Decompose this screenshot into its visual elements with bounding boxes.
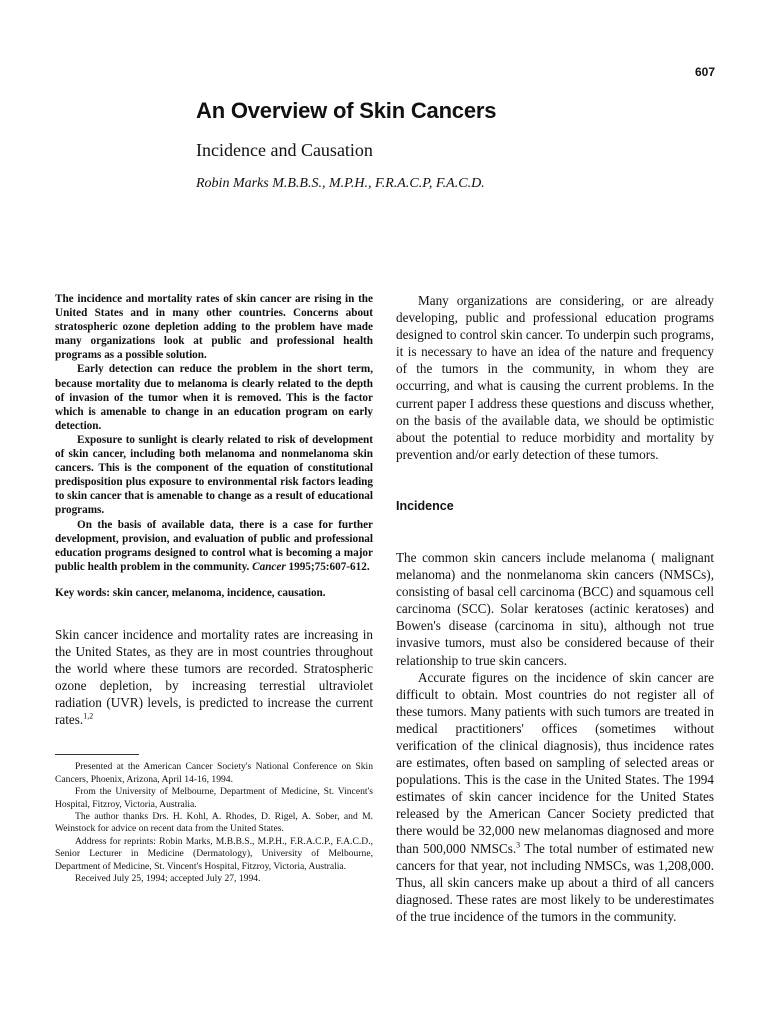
- body-text: Accurate figures on the incidence of skin cancer are difficult to obtain. Most countries do not register all of these tumors. Many patients with such tumors are treated in medical practitioners' offices (sometimes without verification of the clinical diagnosis), thus incidence rates are estimates, often based on sampling of selected areas or populations. This is the case in the United States. The 1994 estimates of skin cancer incidence for the United States released by the American Cancer Society predicted that there would be 32,000 new melanomas diagnosed and more than 500,000 NMSCs.: [396, 669, 714, 856]
- intro-ref: 1,2: [83, 711, 94, 721]
- intro-paragraph: [55, 626, 373, 729]
- abstract-paragraph: [55, 518, 373, 574]
- abstract-paragraph: Early detection can reduce the problem in the short term, because mortality due to melanoma is clearly related to the depth of invasion of the tumor when it is removed. This is the factor which is amenable to change in an education program on early detection.: [55, 363, 373, 432]
- body-paragraph: Many organizations are considering, or are already developing, public and professional education programs designed to control skin cancer. To underpin such programs, it is necessary to have an idea of the nature and frequency of the tumors in the community, in whom they are occurring, and what is causing the current problems. In the current paper I address these questions and discuss whether, on the basis of the available data, we should be optimistic about the potential to reduce morbidity and mortality by prevention and/or early detection of these tumors.: [396, 293, 714, 462]
- page-number: 607: [694, 65, 715, 79]
- body-paragraph: The common skin cancers include melanoma ( malignant melanoma) and the nonmelanoma skin cancers (NMSCs), consisting of basal cell carcinoma (BCC) and squamous cell carcinoma (SCC). Solar keratoses (actinic keratoses) and Bowen's disease (carcinoma in situ), although not true invasive tumors, must also be considered because of their relationship to true skin cancers.: [396, 549, 714, 668]
- abstract: [55, 292, 373, 574]
- abstract-paragraph: Exposure to sunlight is clearly related to risk of development of skin cancer, including both melanoma and nonmelanoma skin cancers. This is the component of the equation of constitutional predisposition plus exposure to environmental risk factors leading to skin cancer that is amenable to change as a result of educational programs.: [55, 433, 373, 517]
- abstract-text: On the basis of available data, there is a case for further development, provision, and evaluation of public and professional education programs designed to control what is becoming a major public health problem in the community.: [55, 518, 373, 573]
- keywords: Key words: skin cancer, melanoma, incidence, causation.: [55, 586, 326, 599]
- footnote: Received July 25, 1994; accepted July 27, 1994.: [75, 873, 261, 885]
- footnote-divider: [55, 754, 139, 755]
- footnote: From the University of Melbourne, Department of Medicine, St. Vincent's Hospital, Fitzroy, Victoria, Australia.: [55, 786, 373, 810]
- intro-body: Skin cancer incidence and mortality rates are increasing in the United States, as they are in most countries throughout the world where these tumors are recorded. Stratospheric ozone depletion, by increasing terrestial ultraviolet radiation (UVR) levels, is predicted to increase the current rates.: [55, 626, 373, 728]
- footnote: Address for reprints: Robin Marks, M.B.B.S., M.P.H., F.R.A.C.P., F.A.C.D., Senior Lecturer in Medicine (Dermatology), University of Melbourne, Department of Medicine, St. Vincent's Hospital, Fitzroy, Victoria, Australia.: [55, 835, 373, 872]
- footnote: Presented at the American Cancer Society's National Conference on Skin Cancers, Phoenix, Arizona, April 14-16, 1994.: [55, 761, 373, 785]
- left-column: [55, 292, 373, 886]
- footnote: The author thanks Drs. H. Kohl, A. Rhodes, D. Rigel, A. Sober, and M. Weinstock for advice on recent data from the United States.: [55, 811, 373, 835]
- article-subtitle: Incidence and Causation: [196, 140, 373, 160]
- right-column: [396, 292, 714, 925]
- article-title: An Overview of Skin Cancers: [196, 98, 497, 123]
- reference-mark: 3: [516, 840, 521, 850]
- citation-journal: Cancer: [252, 560, 286, 573]
- body-paragraph: [396, 669, 714, 925]
- intro-text: [55, 626, 373, 729]
- footnotes: [55, 761, 373, 885]
- body-text: The total number of estimated new cancers for that year, not including NMSCs, was 1,208,000. Thus, all skin cancers make up about a third of all cancers diagnosed. These rates are most likely to be underestimates of the true incidence of the tumors in the community.: [396, 840, 715, 924]
- abstract-paragraph: The incidence and mortality rates of skin cancer are rising in the United States and in many other countries. Concerns about stratospheric ozone depletion adding to the problem have made many organizations look at public and professional health programs as a possible solution.: [55, 293, 373, 362]
- article-author: Robin Marks M.B.B.S., M.P.H., F.R.A.C.P, F.A.C.D.: [196, 176, 485, 191]
- citation-ref: 1995;75:607-612.: [288, 560, 370, 573]
- section-heading-incidence: Incidence: [396, 498, 454, 513]
